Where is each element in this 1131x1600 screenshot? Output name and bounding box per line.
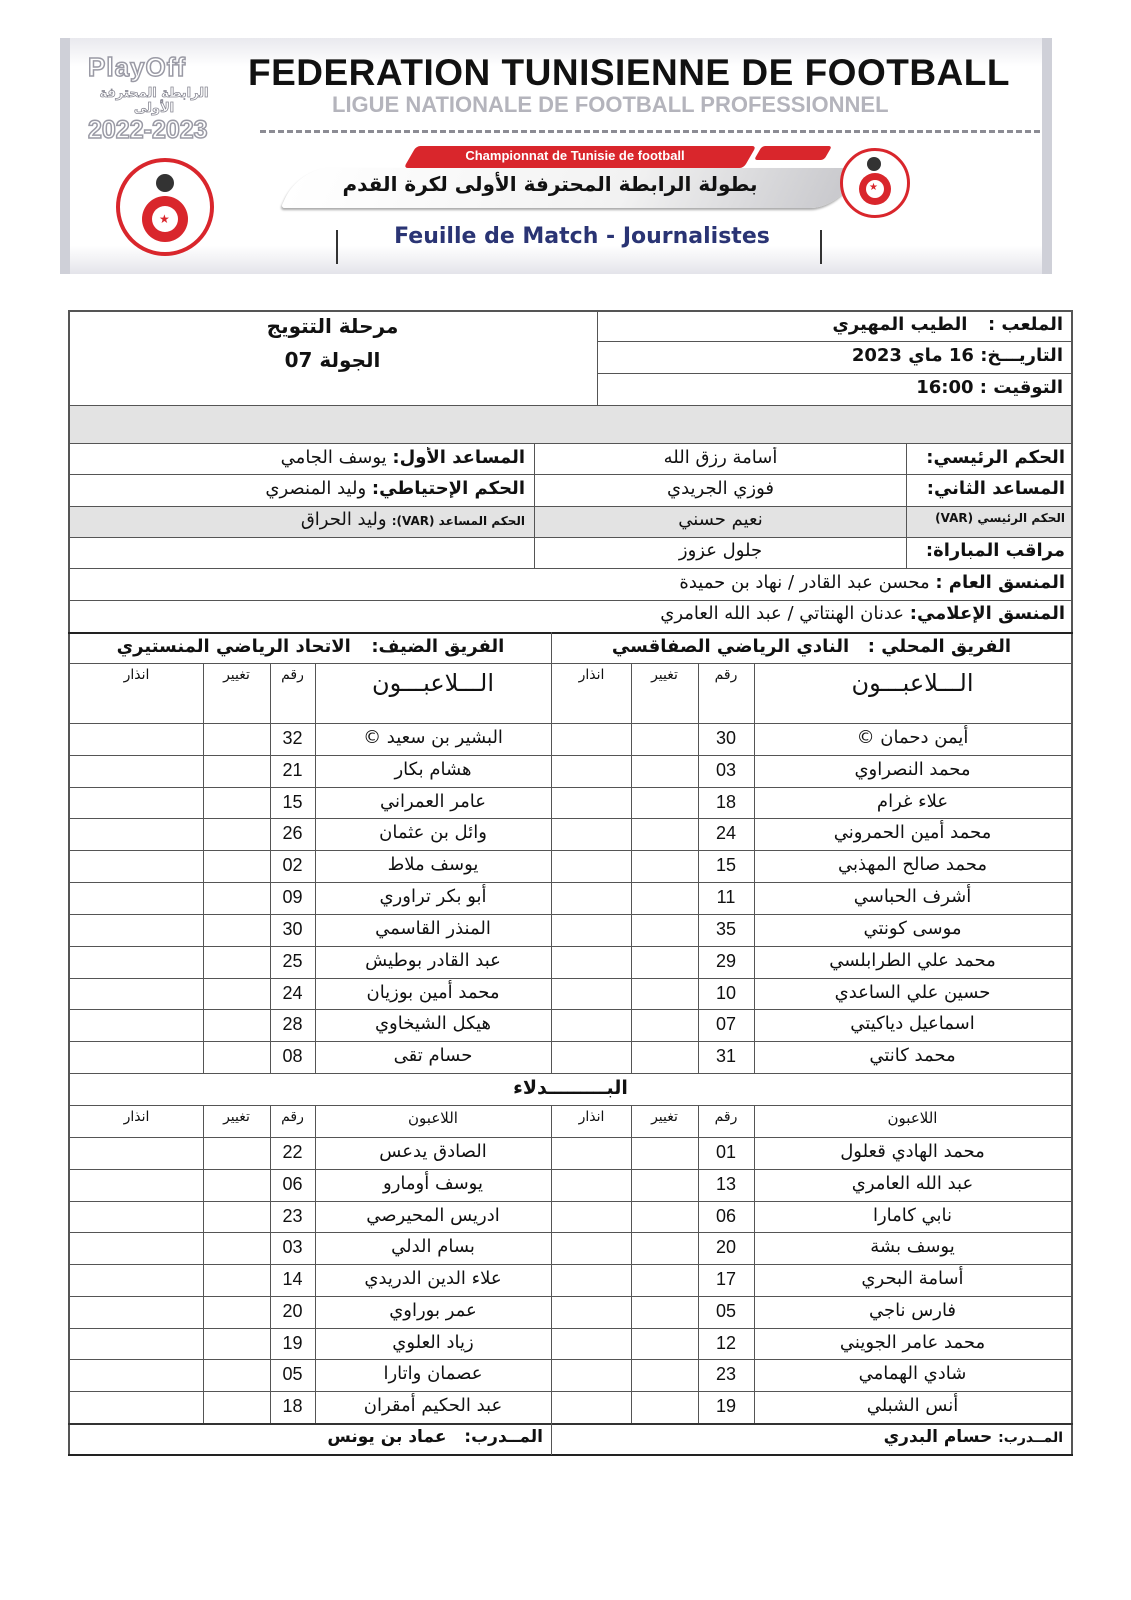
away-starters-player-number: 15 <box>282 791 303 812</box>
away-subs-number-header: رقم <box>281 1109 304 1125</box>
away-starters-player-number: 30 <box>282 918 303 939</box>
away-starters-player-name: هيكل الشيخاوي <box>374 1013 492 1035</box>
home-subs-player-number: 19 <box>715 1396 737 1417</box>
media-coordinator-label: المنسق الإعلامي: <box>909 603 1065 624</box>
away-subs-players-header: اللاعبون <box>408 1109 458 1127</box>
var-label: الحكم الرئيسي (VAR) <box>935 511 1065 525</box>
away-starters-player-number: 28 <box>282 1014 303 1035</box>
commissioner-label: مراقب المباراة: <box>925 540 1065 561</box>
away-subs-player-name: عبد الحكيم أمقران <box>363 1395 503 1417</box>
away-starters-player-name: حسام تقى <box>393 1045 473 1067</box>
home-starters-card-cell[interactable] <box>552 723 631 755</box>
assistant2-label: المساعد الثاني: <box>926 478 1065 499</box>
away-subs-player-number: 06 <box>282 1173 303 1194</box>
championship-arabic: بطولة الرابطة المحترفة الأولى لكرة القدم <box>342 172 758 196</box>
home-subs-player-name: محمد عامر الجويني <box>839 1331 986 1353</box>
home-subs-card-cell[interactable] <box>552 1391 631 1423</box>
dashed-divider <box>260 130 1040 133</box>
home-starters-player-number: 07 <box>715 1014 737 1035</box>
away-starters-player-name: محمد أمين بوزيان <box>366 981 500 1003</box>
home-starters-player-name: اسماعيل دياكيتي <box>850 1013 975 1035</box>
away-subs-player-name: بسام الدلي <box>391 1236 475 1258</box>
home-starters-player-number: 15 <box>715 855 737 876</box>
away-starters-player-name: البشير بن سعيد © <box>363 727 503 748</box>
home-starters-player-name: أشرف الحباسي <box>853 886 972 908</box>
home-subs-player-name: نابي كامارا <box>872 1204 953 1226</box>
away-starters-player-name: أبو بكر تراوري <box>379 886 487 908</box>
away-coach-row <box>83 1427 543 1447</box>
away-starters-card-cell[interactable] <box>70 787 203 819</box>
home-starters-change-cell[interactable] <box>631 914 698 946</box>
home-subs-card-header: انذار <box>578 1109 605 1125</box>
away-starters-change-cell[interactable] <box>203 1009 270 1041</box>
away-starters-change-cell[interactable] <box>203 1041 270 1073</box>
home-subs-change-cell[interactable] <box>631 1201 698 1233</box>
federation-logo-small-icon: ★ <box>840 148 910 218</box>
home-subs-change-cell[interactable] <box>631 1328 698 1360</box>
away-subs-player-name: عصمان واتارا <box>383 1363 483 1385</box>
home-starters-player-number: 31 <box>715 1046 737 1067</box>
away-starters-card-cell[interactable] <box>70 1041 203 1073</box>
home-subs-players-header: اللاعبون <box>887 1109 938 1127</box>
home-subs-player-number: 06 <box>715 1205 737 1226</box>
away-subs-card-header: انذار <box>123 1109 150 1125</box>
away-starters-card-cell[interactable] <box>70 978 203 1010</box>
away-starters-player-name: المنذر القاسمي <box>375 917 491 939</box>
away-subs-change-cell[interactable] <box>203 1264 270 1296</box>
away-subs-change-cell[interactable] <box>203 1359 270 1391</box>
commissioner-name: جلول عزوز <box>678 540 763 561</box>
away-subs-card-cell[interactable] <box>70 1359 203 1391</box>
referee-label: الحكم الرئيسي: <box>926 447 1065 468</box>
away-starters-player-name: وائل بن عثمان <box>379 822 487 844</box>
away-starters-player-name: يوسف ملاط <box>387 854 479 876</box>
home-subs-change-cell[interactable] <box>631 1296 698 1328</box>
away-subs-card-cell[interactable] <box>70 1264 203 1296</box>
home-subs-change-cell[interactable] <box>631 1391 698 1423</box>
home-starters-players-header: الـــلاعبـــون <box>851 669 974 697</box>
away-subs-card-cell[interactable] <box>70 1169 203 1201</box>
red-ribbon-small <box>754 146 832 160</box>
media-coordinator-names: عدنان الهنتاتي / عبد الله العامري <box>660 603 905 624</box>
home-subs-player-number: 13 <box>715 1173 737 1194</box>
away-starters-players-header: الـــلاعبـــون <box>371 669 495 697</box>
home-subs-change-cell[interactable] <box>631 1137 698 1169</box>
away-starters-change-cell[interactable] <box>203 946 270 978</box>
home-subs-player-name: أنس الشبلي <box>866 1395 959 1417</box>
home-starters-card-header: انذار <box>578 667 605 683</box>
away-subs-change-cell[interactable] <box>203 1137 270 1169</box>
stadium-row <box>603 314 1063 335</box>
away-starters-change-cell[interactable] <box>203 818 270 850</box>
home-starters-change-cell[interactable] <box>631 1041 698 1073</box>
home-coach-label: المــدرب: <box>998 1430 1063 1446</box>
away-starters-card-cell[interactable] <box>70 914 203 946</box>
away-starters-player-name: هشام بكار <box>394 758 472 780</box>
home-subs-card-cell[interactable] <box>552 1137 631 1169</box>
stage-title: مرحلة التتويج <box>266 314 399 338</box>
home-starters-change-cell[interactable] <box>631 882 698 914</box>
sheet-title: Feuille de Match - Journalistes <box>394 224 770 249</box>
home-starters-player-name: أيمن دحمان © <box>856 727 969 748</box>
season-label: 2022-2023 <box>88 116 208 144</box>
home-subs-player-number: 01 <box>715 1142 737 1162</box>
gray-spacer-row <box>68 405 1073 443</box>
time-row <box>603 377 1063 398</box>
var-name: نعيم حسني <box>678 509 763 530</box>
referee-name: أسامة رزق الله <box>663 447 778 468</box>
round-title: الجولة 07 <box>284 348 381 372</box>
home-starters-player-number: 10 <box>715 982 737 1003</box>
away-subs-player-number: 19 <box>282 1332 303 1353</box>
away-subs-player-number: 22 <box>282 1142 303 1162</box>
away-starters-player-number: 25 <box>282 950 303 971</box>
away-subs-player-name: زياد العلوي <box>392 1331 474 1353</box>
away-starters-player-number: 08 <box>282 1046 303 1067</box>
away-subs-player-name: علاء الدين الدريدي <box>364 1268 502 1290</box>
away-starters-change-cell[interactable] <box>203 882 270 914</box>
federation-logo-icon: ★ <box>116 158 214 256</box>
home-starters-player-name: محمد النصراوي <box>854 758 971 780</box>
home-starters-player-number: 03 <box>715 759 737 780</box>
away-subs-card-cell[interactable] <box>70 1137 203 1169</box>
home-starters-player-name: علاء غرام <box>876 790 949 812</box>
home-subs-player-number: 20 <box>715 1237 737 1258</box>
away-starters-change-cell[interactable] <box>203 723 270 755</box>
home-starters-player-number: 30 <box>715 728 737 748</box>
playoff-logo-text: PlayOff <box>88 52 187 82</box>
home-starters-card-cell[interactable] <box>552 882 631 914</box>
home-starters-change-header: تغيير <box>651 667 678 683</box>
away-coach-name: عماد بن يونس <box>327 1427 447 1447</box>
media-coordinator-row <box>265 603 1065 624</box>
away-starters-change-cell[interactable] <box>203 978 270 1010</box>
match-sheet-table <box>68 310 1073 1456</box>
away-starters-player-number: 24 <box>282 982 303 1003</box>
avar-row <box>75 509 525 530</box>
away-team-name: الاتحاد الرياضي المنستيري <box>116 636 351 657</box>
away-subs-card-cell[interactable] <box>70 1232 203 1264</box>
away-starters-change-cell[interactable] <box>203 787 270 819</box>
away-subs-player-number: 18 <box>282 1396 303 1417</box>
home-starters-change-cell[interactable] <box>631 755 698 787</box>
away-starters-change-cell[interactable] <box>203 755 270 787</box>
away-subs-change-header: تغيير <box>223 1109 250 1125</box>
home-starters-change-cell[interactable] <box>631 1009 698 1041</box>
home-starters-change-cell[interactable] <box>631 946 698 978</box>
assistant1-row <box>75 447 525 468</box>
federation-title: FEDERATION TUNISIENNE DE FOOTBALL <box>248 52 1010 93</box>
home-team-name: النادي الرياضي الصفاقسي <box>611 636 850 657</box>
home-starters-player-number: 35 <box>715 918 737 939</box>
home-starters-player-name: موسى كونتي <box>863 917 962 939</box>
away-starters-player-name: عبد القادر بوطيش <box>365 949 501 971</box>
away-starters-card-cell[interactable] <box>70 882 203 914</box>
playoff-arabic-text: الرابطة المحترفة الأولى <box>99 86 209 116</box>
assistant1-name: يوسف الجامي <box>280 447 387 468</box>
away-team-header <box>70 636 551 657</box>
home-subs-number-header: رقم <box>714 1109 738 1125</box>
home-team-header <box>552 636 1071 657</box>
header-banner <box>60 38 1052 274</box>
away-subs-card-cell[interactable] <box>70 1201 203 1233</box>
away-starters-change-cell[interactable] <box>203 914 270 946</box>
title-bar-right <box>820 230 822 264</box>
away-subs-card-cell[interactable] <box>70 1296 203 1328</box>
fourth-official-row <box>75 478 525 499</box>
away-starters-player-number: 26 <box>282 823 303 844</box>
home-subs-change-cell[interactable] <box>631 1264 698 1296</box>
away-subs-player-name: عمر بوراوي <box>389 1299 477 1321</box>
home-starters-card-cell[interactable] <box>552 978 631 1010</box>
home-subs-player-name: يوسف بشة <box>870 1236 955 1258</box>
away-starters-card-cell[interactable] <box>70 946 203 978</box>
away-starters-card-cell[interactable] <box>70 850 203 882</box>
away-starters-card-header: انذار <box>123 667 150 683</box>
stadium-value: الطيب المهيري <box>832 314 968 335</box>
home-subs-player-number: 17 <box>715 1269 737 1290</box>
away-starters-card-cell[interactable] <box>70 755 203 787</box>
home-starters-player-number: 18 <box>715 791 737 812</box>
away-coach-label: المــدرب: <box>464 1427 543 1447</box>
home-subs-change-cell[interactable] <box>631 1359 698 1391</box>
away-subs-change-cell[interactable] <box>203 1328 270 1360</box>
home-subs-card-cell[interactable] <box>552 1201 631 1233</box>
away-subs-change-cell[interactable] <box>203 1391 270 1423</box>
away-subs-player-number: 20 <box>282 1300 303 1321</box>
home-starters-change-cell[interactable] <box>631 787 698 819</box>
away-starters-player-name: عامر العمراني <box>379 790 487 812</box>
home-starters-player-name: محمد أمين الحمروني <box>833 822 992 844</box>
away-team-label: الفريق الضيف: <box>371 636 505 657</box>
assistant1-label: المساعد الأول: <box>392 447 525 468</box>
home-starters-card-cell[interactable] <box>552 850 631 882</box>
general-coordinator-names: محسن عبد القادر / نهاد بن حميدة <box>679 572 930 593</box>
away-starters-player-number: 32 <box>282 728 303 748</box>
avar-label: الحكم المساعد (VAR): <box>391 514 525 528</box>
away-subs-player-number: 23 <box>282 1205 303 1226</box>
home-starters-player-number: 29 <box>715 950 737 971</box>
home-starters-card-cell[interactable] <box>552 914 631 946</box>
general-coordinator-label: المنسق العام : <box>935 572 1065 593</box>
substitutes-title: البـــــــــدلاء <box>513 1077 628 1099</box>
away-starters-card-cell[interactable] <box>70 723 203 755</box>
home-starters-change-cell[interactable] <box>631 850 698 882</box>
away-subs-player-name: ادريس المحيرصي <box>366 1204 500 1226</box>
home-team-label: الفريق المحلي : <box>867 636 1012 657</box>
assistant2-name: فوزي الجريدي <box>667 478 774 499</box>
home-subs-change-header: تغيير <box>651 1109 678 1125</box>
away-subs-card-cell[interactable] <box>70 1391 203 1423</box>
fourth-official-name: وليد المنصري <box>265 478 367 499</box>
home-subs-card-cell[interactable] <box>552 1232 631 1264</box>
avar-name: وليد الحراق <box>300 509 387 530</box>
away-subs-change-cell[interactable] <box>203 1296 270 1328</box>
away-subs-player-number: 14 <box>282 1269 303 1290</box>
championship-french: Championnat de Tunisie de football <box>465 148 685 163</box>
away-subs-player-name: يوسف أومارو <box>383 1172 483 1194</box>
home-starters-card-cell[interactable] <box>552 818 631 850</box>
home-starters-player-number: 24 <box>715 823 737 844</box>
home-subs-player-name: شادي الهمامي <box>858 1363 967 1385</box>
away-starters-change-header: تغيير <box>223 667 250 683</box>
home-starters-card-cell[interactable] <box>552 946 631 978</box>
home-subs-player-number: 23 <box>715 1364 737 1385</box>
home-starters-player-name: محمد كانتي <box>869 1045 956 1067</box>
away-subs-change-cell[interactable] <box>203 1201 270 1233</box>
stadium-label: الملعب : <box>987 314 1063 335</box>
home-starters-card-cell[interactable] <box>552 755 631 787</box>
home-starters-player-number: 11 <box>716 887 736 908</box>
away-starters-card-cell[interactable] <box>70 1009 203 1041</box>
home-starters-player-name: حسين علي الساعدي <box>834 981 991 1003</box>
home-starters-card-cell[interactable] <box>552 787 631 819</box>
home-starters-player-name: محمد علي الطرابلسي <box>829 949 996 971</box>
home-starters-card-cell[interactable] <box>552 1041 631 1073</box>
home-subs-card-cell[interactable] <box>552 1359 631 1391</box>
home-subs-card-cell[interactable] <box>552 1328 631 1360</box>
home-starters-number-header: رقم <box>714 667 738 683</box>
away-subs-player-number: 05 <box>282 1364 303 1385</box>
away-subs-change-cell[interactable] <box>203 1232 270 1264</box>
home-starters-change-cell[interactable] <box>631 723 698 755</box>
home-subs-player-name: أسامة البحري <box>861 1268 964 1290</box>
away-starters-change-cell[interactable] <box>203 850 270 882</box>
home-starters-player-name: محمد صالح المهذبي <box>837 854 988 876</box>
away-starters-player-number: 21 <box>282 759 303 780</box>
date-label: التاريـــخ: <box>980 345 1063 366</box>
home-subs-card-cell[interactable] <box>552 1169 631 1201</box>
home-subs-player-number: 05 <box>715 1300 737 1321</box>
time-label: التوقيت : <box>979 377 1063 398</box>
home-subs-change-cell[interactable] <box>631 1169 698 1201</box>
ligue-subtitle: LIGUE NATIONALE DE FOOTBALL PROFESSIONNEL <box>332 92 889 117</box>
home-subs-card-cell[interactable] <box>552 1296 631 1328</box>
home-subs-player-name: عبد الله العامري <box>851 1172 974 1194</box>
date-value: 16 ماي 2023 <box>851 345 974 366</box>
away-starters-number-header: رقم <box>281 667 304 683</box>
away-starters-card-cell[interactable] <box>70 818 203 850</box>
away-subs-player-number: 03 <box>282 1237 303 1258</box>
away-subs-player-name: الصادق يدعس <box>379 1141 487 1162</box>
general-coordinator-row <box>265 572 1065 593</box>
away-starters-player-number: 02 <box>282 855 303 876</box>
home-coach-row <box>583 1427 1063 1447</box>
fourth-official-label: الحكم الإحتياطي: <box>371 478 525 499</box>
home-coach-name: حسام البدري <box>883 1427 993 1447</box>
date-row <box>603 345 1063 366</box>
away-subs-change-cell[interactable] <box>203 1169 270 1201</box>
away-subs-card-cell[interactable] <box>70 1328 203 1360</box>
home-starters-change-cell[interactable] <box>631 978 698 1010</box>
home-subs-card-cell[interactable] <box>552 1264 631 1296</box>
home-subs-player-name: محمد الهادي قعلول <box>840 1141 985 1162</box>
time-value: 16:00 <box>916 377 974 398</box>
away-starters-player-number: 09 <box>282 887 303 908</box>
home-subs-player-name: فارس ناجي <box>868 1299 957 1321</box>
home-starters-change-cell[interactable] <box>631 818 698 850</box>
home-subs-change-cell[interactable] <box>631 1232 698 1264</box>
home-subs-player-number: 12 <box>715 1332 737 1353</box>
home-starters-card-cell[interactable] <box>552 1009 631 1041</box>
